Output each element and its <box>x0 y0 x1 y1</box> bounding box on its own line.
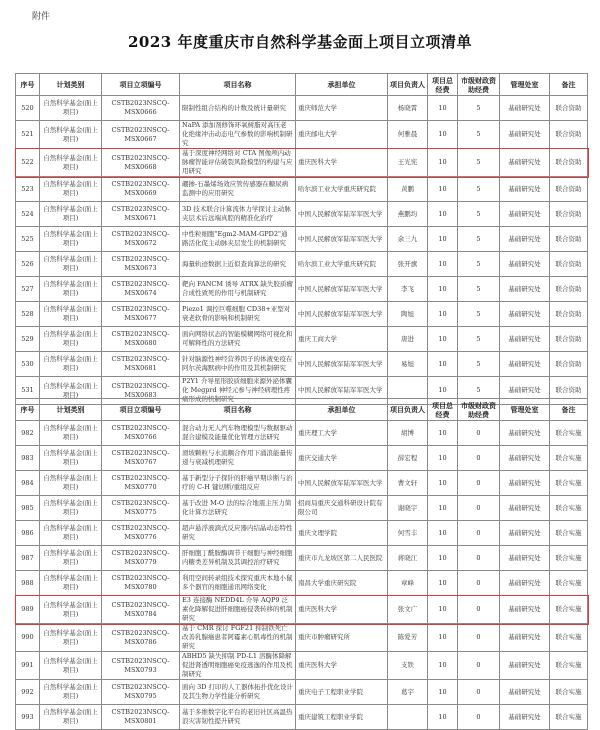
table-row <box>16 446 588 471</box>
cell-total-funding: 10 <box>428 96 458 121</box>
col-header-office: 管理处室 <box>500 74 550 96</box>
col-header-total-funding: 项目总经费 <box>428 399 458 421</box>
cell-institution: 重庆交通大学 <box>296 446 388 471</box>
cell-office: 基础研究处 <box>500 471 550 496</box>
cell-office: 基础研究处 <box>500 652 550 680</box>
table-row <box>16 571 588 596</box>
col-header-project-name: 项目名称 <box>180 399 296 421</box>
cell-city-funding: 5 <box>458 302 500 327</box>
cell-remark: 联合实施 <box>550 471 588 496</box>
cell-total-funding: 10 <box>428 705 458 730</box>
cell-total-funding: 10 <box>428 496 458 521</box>
cell-project-code: CSTB2023NSCQ-MSX0666 <box>102 96 180 121</box>
cell-city-funding: 5 <box>458 377 500 405</box>
cell-total-funding: 10 <box>428 446 458 471</box>
cell-remark: 联合资助 <box>550 327 588 352</box>
cell-leader: 王光宪 <box>388 149 428 177</box>
cell-project-name: 中性粒细胞"Egm2-MAM-GPD2"通路活化促主动脉夹层发生的机制研究 <box>180 227 296 252</box>
cell-index: 982 <box>16 421 40 446</box>
table-row <box>16 521 588 546</box>
cell-office: 基础研究处 <box>500 596 550 624</box>
col-header-total-funding: 项目总经费 <box>428 74 458 96</box>
cell-office: 基础研究处 <box>500 149 550 177</box>
cell-index: 991 <box>16 652 40 680</box>
cell-office: 基础研究处 <box>500 96 550 121</box>
cell-remark: 联合资助 <box>550 302 588 327</box>
cell-city-funding: 0 <box>458 521 500 546</box>
cell-index: 524 <box>16 202 40 227</box>
cell-remark: 联合实施 <box>550 624 588 652</box>
cell-index: 990 <box>16 624 40 652</box>
cell-project-name: 基于改进 M-O 法的综合地震主压力简化计算方法研究 <box>180 496 296 521</box>
cell-total-funding: 10 <box>428 352 458 377</box>
table-row <box>16 96 588 121</box>
col-header-plan-type: 计划类别 <box>40 74 102 96</box>
cell-project-name: 基于新型分子探针的肝癌早期诊断与治疗的 C-H 键切断/重组反应 <box>180 471 296 496</box>
table-row <box>16 149 588 177</box>
cell-leader: 黄鹏 <box>388 177 428 202</box>
cell-institution: 中国人民解放军陆军军医大学 <box>296 227 388 252</box>
cell-institution: 中国人民解放军陆军军医大学 <box>296 277 388 302</box>
cell-index: 986 <box>16 521 40 546</box>
table-row <box>16 624 588 652</box>
cell-institution: 重庆理工大学 <box>296 421 388 446</box>
cell-project-code: CSTB2023NSCQ-MSX0683 <box>102 377 180 405</box>
cell-city-funding: 0 <box>458 471 500 496</box>
cell-index: 526 <box>16 252 40 277</box>
table-row <box>16 302 588 327</box>
cell-index: 521 <box>16 121 40 149</box>
cell-city-funding: 5 <box>458 227 500 252</box>
cell-total-funding: 10 <box>428 596 458 624</box>
table-row <box>16 471 588 496</box>
cell-total-funding: 10 <box>428 277 458 302</box>
cell-project-name: 超声悬浮液滴式反应器内结晶动态特性研究 <box>180 521 296 546</box>
cell-index: 529 <box>16 327 40 352</box>
cell-office: 基础研究处 <box>500 177 550 202</box>
cell-remark: 联合实施 <box>550 421 588 446</box>
cell-leader: 唐进 <box>388 327 428 352</box>
table-row <box>16 352 588 377</box>
cell-remark: 联合实施 <box>550 521 588 546</box>
cell-city-funding: 5 <box>458 277 500 302</box>
cell-remark: 联合资助 <box>550 277 588 302</box>
cell-institution: 南昌大学重庆研究院 <box>296 571 388 596</box>
cell-index: 993 <box>16 705 40 730</box>
cell-city-funding: 5 <box>458 177 500 202</box>
cell-city-funding: 0 <box>458 496 500 521</box>
cell-leader: 李飞 <box>388 277 428 302</box>
cell-leader: 易旭 <box>388 352 428 377</box>
cell-plan-type: 自然科学基金(面上项目) <box>40 546 102 571</box>
cell-total-funding: 10 <box>428 202 458 227</box>
cell-city-funding: 0 <box>458 596 500 624</box>
cell-total-funding: 10 <box>428 377 458 405</box>
cell-leader: 燕鹏均 <box>388 202 428 227</box>
cell-index: 983 <box>16 446 40 471</box>
table-row <box>16 546 588 571</box>
cell-office: 基础研究处 <box>500 571 550 596</box>
cell-plan-type: 自然科学基金(面上项目) <box>40 421 102 446</box>
cell-city-funding: 5 <box>458 202 500 227</box>
cell-total-funding: 10 <box>428 680 458 705</box>
table-row <box>16 496 588 521</box>
cell-leader: 支铁 <box>388 652 428 680</box>
cell-project-name: 基于深度神经网络对 CTA 图像颅内动脉瘤智能评估破裂风险模型的构建与应用研究 <box>180 149 296 177</box>
cell-plan-type: 自然科学基金(面上项目) <box>40 202 102 227</box>
col-header-project-code: 项目立项编号 <box>102 399 180 421</box>
cell-project-name: 硼掺-石墨烯场效应管传感器在糖尿病监测中的应用研究 <box>180 177 296 202</box>
cell-institution: 哈尔滨工业大学重庆研究院 <box>296 177 388 202</box>
project-table-2 <box>15 398 588 730</box>
table-row <box>16 277 588 302</box>
cell-remark: 联合实施 <box>550 496 588 521</box>
cell-office: 基础研究处 <box>500 352 550 377</box>
cell-plan-type: 自然科学基金(面上项目) <box>40 121 102 149</box>
cell-city-funding: 5 <box>458 252 500 277</box>
cell-total-funding: 10 <box>428 149 458 177</box>
cell-institution: 中国人民解放军陆军军医大学 <box>296 202 388 227</box>
cell-remark: 联合实施 <box>550 680 588 705</box>
cell-total-funding: 10 <box>428 624 458 652</box>
cell-project-name: 3D 技术联合计算流体力学探讨主动脉夹层术后远端真腔的精准化治疗 <box>180 202 296 227</box>
cell-total-funding: 10 <box>428 421 458 446</box>
cell-city-funding: 5 <box>458 327 500 352</box>
cell-project-name: 针对脑源性神经营养因子的体液免疫在阿尔茨海默病中的作用及其机制研究 <box>180 352 296 377</box>
cell-institution: 中国人民解放军陆军军医大学 <box>296 471 388 496</box>
cell-total-funding: 10 <box>428 177 458 202</box>
cell-plan-type: 自然科学基金(面上项目) <box>40 652 102 680</box>
cell-remark: 联合资助 <box>550 227 588 252</box>
cell-plan-type: 自然科学基金(面上项目) <box>40 496 102 521</box>
cell-plan-type: 自然科学基金(面上项目) <box>40 96 102 121</box>
cell-institution: 重庆市肿瘤研究所 <box>296 624 388 652</box>
cell-plan-type: 自然科学基金(面上项目) <box>40 277 102 302</box>
cell-project-code: CSTB2023NSCQ-MSX0767 <box>102 446 180 471</box>
cell-office: 基础研究处 <box>500 327 550 352</box>
cell-institution: 重庆建筑工程职业学院 <box>296 705 388 730</box>
cell-plan-type: 自然科学基金(面上项目) <box>40 252 102 277</box>
cell-leader <box>388 705 428 730</box>
cell-project-code: CSTB2023NSCQ-MSX0793 <box>102 652 180 680</box>
col-header-institution: 承担单位 <box>296 399 388 421</box>
table-row <box>16 652 588 680</box>
table-row <box>16 227 588 252</box>
cell-leader: 张文广 <box>388 596 428 624</box>
cell-city-funding: 5 <box>458 149 500 177</box>
cell-plan-type: 自然科学基金(面上项目) <box>40 149 102 177</box>
cell-index: 988 <box>16 571 40 596</box>
cell-project-code: CSTB2023NSCQ-MSX0779 <box>102 546 180 571</box>
cell-institution: 招商局重庆交通科研设计院有限公司 <box>296 496 388 521</box>
cell-office: 基础研究处 <box>500 302 550 327</box>
table-row <box>16 596 588 624</box>
cell-index: 520 <box>16 96 40 121</box>
cell-city-funding: 5 <box>458 96 500 121</box>
cell-office: 基础研究处 <box>500 277 550 302</box>
cell-project-name: 限制性组合结构的计数及统计量研究 <box>180 96 296 121</box>
cell-index: 522 <box>16 149 40 177</box>
cell-remark: 联合实施 <box>550 546 588 571</box>
cell-project-code: CSTB2023NSCQ-MSX0766 <box>102 421 180 446</box>
cell-project-name: P2Y1 介导星形胶质细胞来源外泌体囊化 Megprd 神经元参与神经病理性疼痛形成的机制研究 <box>180 377 296 405</box>
cell-office: 基础研究处 <box>500 202 550 227</box>
col-header-remark: 备注 <box>550 74 588 96</box>
table-row <box>16 680 588 705</box>
cell-project-code: CSTB2023NSCQ-MSX0667 <box>102 121 180 149</box>
cell-leader: 曹文轩 <box>388 471 428 496</box>
cell-index: 525 <box>16 227 40 252</box>
col-header-remark: 备注 <box>550 399 588 421</box>
cell-plan-type: 自然科学基金(面上项目) <box>40 227 102 252</box>
cell-index: 989 <box>16 596 40 624</box>
cell-index: 531 <box>16 377 40 405</box>
col-header-plan-type: 计划类别 <box>40 399 102 421</box>
cell-project-name: ABHD5 缺失抑制 PD-L1 溶酶体降解促进肾透明细胞癌免疫逃逸的作用及机制研究 <box>180 652 296 680</box>
table-row <box>16 252 588 277</box>
col-header-index: 序号 <box>16 399 40 421</box>
cell-project-code: CSTB2023NSCQ-MSX0786 <box>102 624 180 652</box>
cell-project-code: CSTB2023NSCQ-MSX0668 <box>102 149 180 177</box>
table-row <box>16 327 588 352</box>
cell-office: 基础研究处 <box>500 121 550 149</box>
cell-remark: 联合资助 <box>550 177 588 202</box>
cell-office: 基础研究处 <box>500 421 550 446</box>
cell-institution: 哈尔滨工业大学重庆研究院 <box>296 252 388 277</box>
cell-institution: 重庆医科大学 <box>296 596 388 624</box>
cell-project-code: CSTB2023NSCQ-MSX0770 <box>102 471 180 496</box>
cell-leader: 胡博 <box>388 421 428 446</box>
cell-total-funding: 10 <box>428 302 458 327</box>
cell-project-name: 海量轨迹数据上近似查询算法的研究 <box>180 252 296 277</box>
cell-institution: 中国人民解放军陆军军医大学 <box>296 352 388 377</box>
cell-leader: 章峰 <box>388 571 428 596</box>
cell-leader: 何雅晨 <box>388 121 428 149</box>
cell-institution: 重庆师范大学 <box>296 96 388 121</box>
cell-project-code: CSTB2023NSCQ-MSX0775 <box>102 496 180 521</box>
cell-office: 基础研究处 <box>500 227 550 252</box>
cell-total-funding: 10 <box>428 327 458 352</box>
col-header-institution: 承担单位 <box>296 74 388 96</box>
cell-remark: 联合实施 <box>550 571 588 596</box>
cell-institution: 重庆电子工程职业学院 <box>296 680 388 705</box>
cell-plan-type: 自然科学基金(面上项目) <box>40 377 102 405</box>
cell-leader: 葛宇 <box>388 680 428 705</box>
col-header-index: 序号 <box>16 74 40 96</box>
cell-office: 基础研究处 <box>500 546 550 571</box>
col-header-project-code: 项目立项编号 <box>102 74 180 96</box>
table-header-row <box>16 399 588 421</box>
cell-remark: 联合实施 <box>550 596 588 624</box>
cell-plan-type: 自然科学基金(面上项目) <box>40 327 102 352</box>
cell-leader: 蒋晓江 <box>388 546 428 571</box>
cell-index: 527 <box>16 277 40 302</box>
cell-project-name: 基于多维数字化平台的老旧社区高温热浪灾害韧性提升研究 <box>180 705 296 730</box>
col-header-office: 管理处室 <box>500 399 550 421</box>
cell-leader: 张开旗 <box>388 252 428 277</box>
col-header-leader: 项目负责人 <box>388 74 428 96</box>
cell-leader: 薛宏程 <box>388 446 428 471</box>
cell-office: 基础研究处 <box>500 252 550 277</box>
cell-institution: 重庆邮电大学 <box>296 121 388 149</box>
cell-city-funding: 0 <box>458 624 500 652</box>
cell-plan-type: 自然科学基金(面上项目) <box>40 571 102 596</box>
table-row <box>16 177 588 202</box>
cell-project-name: 利用空间转录组技术探究重庆本地小鼠多个器官的细胞通讯网络变化 <box>180 571 296 596</box>
cell-index: 987 <box>16 546 40 571</box>
cell-project-code: CSTB2023NSCQ-MSX0677 <box>102 302 180 327</box>
cell-remark: 联合资助 <box>550 96 588 121</box>
cell-total-funding: 10 <box>428 121 458 149</box>
cell-plan-type: 自然科学基金(面上项目) <box>40 596 102 624</box>
cell-institution: 重庆医科大学 <box>296 652 388 680</box>
cell-index: 992 <box>16 680 40 705</box>
col-header-project-name: 项目名称 <box>180 74 296 96</box>
cell-city-funding: 5 <box>458 121 500 149</box>
cell-leader: 陶旭 <box>388 302 428 327</box>
cell-project-name: 滑坡颗粒与水流耦合作用下涌浪能量传递与衰减机理研究 <box>180 446 296 471</box>
cell-project-code: CSTB2023NSCQ-MSX0784 <box>102 596 180 624</box>
cell-office: 基础研究处 <box>500 680 550 705</box>
cell-institution: 重庆工商大学 <box>296 327 388 352</box>
page-title: 2023 年度重庆市自然科学基金面上项目立项清单 <box>128 33 472 51</box>
cell-plan-type: 自然科学基金(面上项目) <box>40 177 102 202</box>
cell-project-code: CSTB2023NSCQ-MSX0795 <box>102 680 180 705</box>
cell-project-code: CSTB2023NSCQ-MSX0673 <box>102 252 180 277</box>
cell-institution: 中国人民解放军陆军军医大学 <box>296 302 388 327</box>
cell-leader: 杨晓霄 <box>388 96 428 121</box>
cell-project-code: CSTB2023NSCQ-MSX0672 <box>102 227 180 252</box>
cell-project-name: Piezo1 调控巨噬细胞 CD38+亚型对衰老软骨的影响和机制研究 <box>180 302 296 327</box>
cell-total-funding: 10 <box>428 227 458 252</box>
cell-project-name: 肝细胞丁酰胺酶调节干细胞与神经细胞内糖类差异机制及其调控治疗研究 <box>180 546 296 571</box>
col-header-city-funding: 市级财政资助经费 <box>458 74 500 96</box>
cell-remark: 联合资助 <box>550 377 588 405</box>
cell-project-name: E3 连接酶 NEDD4L 介导 AQP9 泛素化降解促进肝细胞癌侵袭转移的机制研究 <box>180 596 296 624</box>
cell-project-name: 混合动力无人汽车物理模型与数据驱动混合建模及能量优化管理方法研究 <box>180 421 296 446</box>
cell-office: 基础研究处 <box>500 705 550 730</box>
cell-plan-type: 自然科学基金(面上项目) <box>40 521 102 546</box>
cell-city-funding: 0 <box>458 421 500 446</box>
table-row <box>16 705 588 730</box>
cell-city-funding: 0 <box>458 680 500 705</box>
cell-plan-type: 自然科学基金(面上项目) <box>40 705 102 730</box>
cell-plan-type: 自然科学基金(面上项目) <box>40 624 102 652</box>
cell-project-code: CSTB2023NSCQ-MSX0681 <box>102 352 180 377</box>
cell-plan-type: 自然科学基金(面上项目) <box>40 302 102 327</box>
cell-index: 523 <box>16 177 40 202</box>
cell-city-funding: 0 <box>458 571 500 596</box>
cell-project-code: CSTB2023NSCQ-MSX0674 <box>102 277 180 302</box>
cell-office: 基础研究处 <box>500 521 550 546</box>
cell-project-name: 靶向 FANCM 诱导 ATRX 缺失胶质瘤合成性致死的作用与机制研究 <box>180 277 296 302</box>
cell-project-code: CSTB2023NSCQ-MSX0671 <box>102 202 180 227</box>
cell-plan-type: 自然科学基金(面上项目) <box>40 471 102 496</box>
cell-remark: 联合实施 <box>550 705 588 730</box>
cell-leader: 陈爱芳 <box>388 624 428 652</box>
project-table-1 <box>15 73 588 405</box>
cell-index: 528 <box>16 302 40 327</box>
cell-city-funding: 0 <box>458 652 500 680</box>
cell-index: 984 <box>16 471 40 496</box>
cell-institution: 重庆文理学院 <box>296 521 388 546</box>
cell-index: 530 <box>16 352 40 377</box>
table-row <box>16 121 588 149</box>
cell-remark: 联合资助 <box>550 121 588 149</box>
table-row <box>16 421 588 446</box>
cell-project-code: CSTB2023NSCQ-MSX0780 <box>102 571 180 596</box>
cell-total-funding: 10 <box>428 652 458 680</box>
cell-project-code: CSTB2023NSCQ-MSX0669 <box>102 177 180 202</box>
cell-leader: 谢晓宇 <box>388 496 428 521</box>
cell-institution: 重庆市九龙坡区第二人民医院 <box>296 546 388 571</box>
cell-institution: 重庆医科大学 <box>296 149 388 177</box>
cell-remark: 联合资助 <box>550 352 588 377</box>
cell-project-code: CSTB2023NSCQ-MSX0680 <box>102 327 180 352</box>
cell-plan-type: 自然科学基金(面上项目) <box>40 680 102 705</box>
cell-office: 基础研究处 <box>500 496 550 521</box>
table-row <box>16 202 588 227</box>
cell-project-name: NaPA 添加剂修饰环氧树脂对高压老化绝缘冲击动态电气参数的影响机制研究 <box>180 121 296 149</box>
cell-office: 基础研究处 <box>500 624 550 652</box>
attachment-label: 附件 <box>32 12 51 22</box>
cell-office: 基础研究处 <box>500 377 550 405</box>
cell-total-funding: 10 <box>428 471 458 496</box>
cell-total-funding: 10 <box>428 546 458 571</box>
cell-total-funding: 10 <box>428 571 458 596</box>
cell-remark: 联合资助 <box>550 202 588 227</box>
table-header-row <box>16 74 588 96</box>
cell-office: 基础研究处 <box>500 446 550 471</box>
cell-project-name: 面向网络状态的智能模糊网络可视化和可解释性的方法研究 <box>180 327 296 352</box>
cell-project-name: 基于 CMR 探讨 FGF21 抑制铁死亡改善乳腺癌患者阿霉素心肌毒性的机制研究 <box>180 624 296 652</box>
cell-city-funding: 0 <box>458 705 500 730</box>
cell-leader: 何雪丰 <box>388 521 428 546</box>
cell-plan-type: 自然科学基金(面上项目) <box>40 352 102 377</box>
cell-city-funding: 0 <box>458 546 500 571</box>
cell-project-code: CSTB2023NSCQ-MSX0776 <box>102 521 180 546</box>
cell-leader: 余三九 <box>388 227 428 252</box>
col-header-leader: 项目负责人 <box>388 399 428 421</box>
cell-project-code: CSTB2023NSCQ-MSX0801 <box>102 705 180 730</box>
cell-total-funding: 10 <box>428 521 458 546</box>
cell-project-name: 面向 3D 打印的人工器体拓扑优化设计及其生物力学性能分析研究 <box>180 680 296 705</box>
cell-institution: 中国人民解放军陆军军医大学 <box>296 377 388 405</box>
cell-remark: 联合实施 <box>550 446 588 471</box>
cell-total-funding: 10 <box>428 252 458 277</box>
cell-remark: 联合资助 <box>550 149 588 177</box>
cell-remark: 联合实施 <box>550 652 588 680</box>
col-header-city-funding: 市级财政资助经费 <box>458 399 500 421</box>
cell-index: 985 <box>16 496 40 521</box>
cell-city-funding: 0 <box>458 446 500 471</box>
cell-city-funding: 5 <box>458 352 500 377</box>
cell-remark: 联合资助 <box>550 252 588 277</box>
cell-plan-type: 自然科学基金(面上项目) <box>40 446 102 471</box>
